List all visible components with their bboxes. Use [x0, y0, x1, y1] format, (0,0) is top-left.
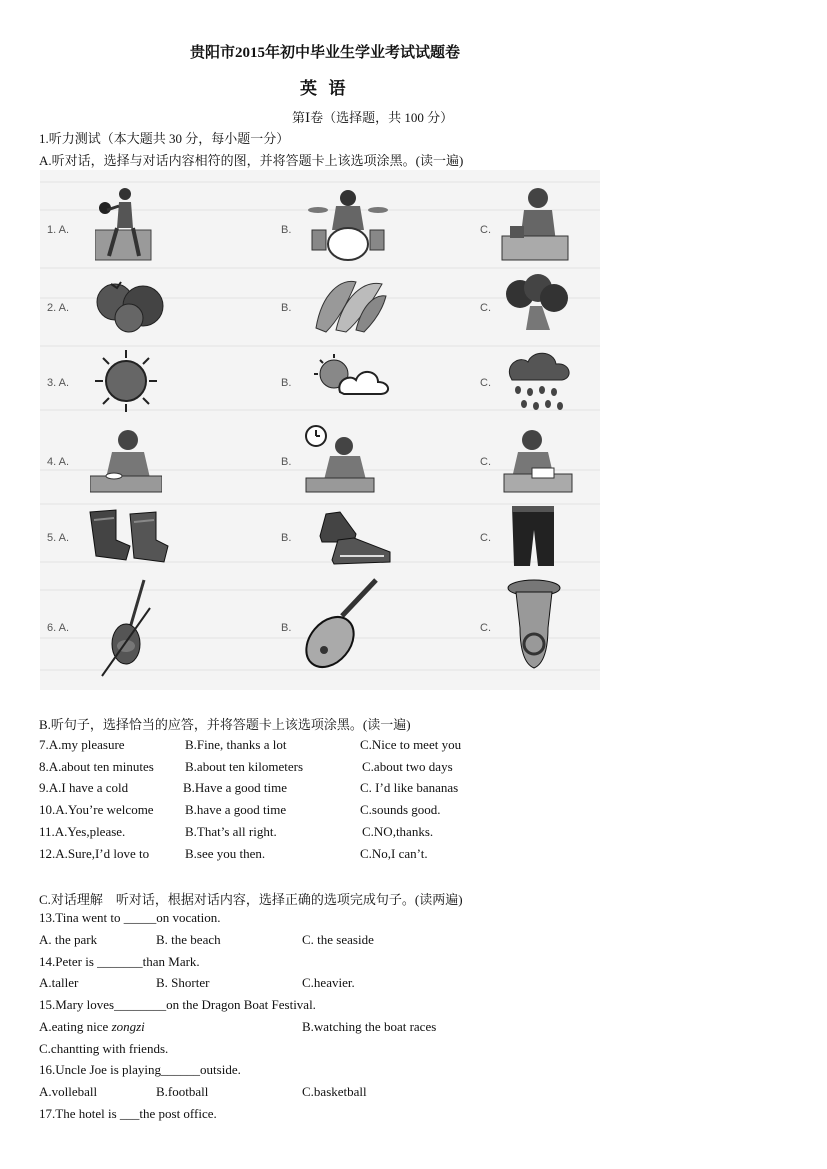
- q7-option-b: B.Fine, thanks a lot: [185, 737, 287, 752]
- q8-option-b: B.about ten kilometers: [185, 759, 304, 774]
- row-3-a-label: 3. A.: [47, 377, 70, 389]
- row-2-b-label: B.: [281, 302, 292, 314]
- q8-option-a: 8.A.about ten minutes: [39, 759, 154, 774]
- q14-option-b: B. Shorter: [156, 975, 210, 990]
- q13-option-b: B. the beach: [156, 932, 221, 947]
- row-6-a-label: 6. A.: [47, 622, 70, 634]
- row-4-c-label: C.: [480, 456, 491, 468]
- tuba-icon: [504, 578, 564, 674]
- q16-option-c: C.basketball: [302, 1084, 367, 1099]
- row-4-a-label: 4. A.: [47, 456, 70, 468]
- sneakers-icon: [318, 506, 394, 566]
- q15-stem: 15.Mary loves________on the Dragon Boat Festival.: [39, 997, 316, 1012]
- q10-option-c: C.sounds good.: [360, 802, 441, 817]
- row-3-b-label: B.: [281, 377, 292, 389]
- part-heading: 第Ⅰ卷（选择题，共 100 分）: [292, 110, 454, 125]
- row-5-a-label: 5. A.: [47, 532, 70, 544]
- subject-title: 英 语: [300, 79, 347, 98]
- q13-option-a: A. the park: [39, 932, 98, 947]
- pipa-icon: [300, 576, 384, 672]
- cabbage-icon: [312, 272, 388, 334]
- q14-option-c: C.heavier.: [302, 975, 355, 990]
- q12-option-b: B.see you then.: [185, 846, 266, 861]
- row-2-a-label: 2. A.: [47, 302, 70, 314]
- q8-option-c: C.about two days: [362, 759, 453, 774]
- socks-icon: [86, 506, 170, 568]
- row-1-a-label: 1. A.: [47, 224, 70, 236]
- part-a-instruction: A.听对话，选择与对话内容相符的图，并将答题卡上该选项涂黑。(读一遍): [39, 153, 464, 168]
- row-5-b-label: B.: [281, 532, 292, 544]
- part-b-instruction: B.听句子，选择恰当的应答，并将答题卡上该选项涂黑。(读一遍): [39, 717, 411, 732]
- drummer-icon: [308, 186, 388, 262]
- exam-title: 贵阳市2015年初中毕业生学业考试试题卷: [190, 45, 461, 61]
- q14-option-a: A.taller: [39, 975, 79, 990]
- q15-option-a-text: A.eating nice: [39, 1019, 112, 1034]
- q15-option-c: C.chantting with friends.: [39, 1041, 169, 1056]
- q12-option-c: C.No,I can’t.: [360, 846, 428, 861]
- q17-stem: 17.The hotel is ___the post office.: [39, 1106, 217, 1121]
- q11-option-b: B.That’s all right.: [185, 824, 277, 839]
- q12-option-a: 12.A.Sure,I’d love to: [39, 846, 150, 861]
- rain-cloud-icon: [502, 348, 574, 414]
- q9-option-a: 9.A.I have a cold: [39, 780, 129, 795]
- tomatoes-icon: [93, 272, 167, 334]
- q13-stem: 13.Tina went to _____on vocation.: [39, 910, 221, 925]
- table-tennis-player-icon: [95, 186, 155, 262]
- broccoli-icon: [500, 272, 572, 334]
- q10-option-a: 10.A.You’re welcome: [39, 802, 154, 817]
- boy-cooking-icon: [500, 186, 570, 262]
- sun-icon: [91, 348, 161, 414]
- man-eating-icon: [90, 428, 162, 494]
- q13-option-c: C. the seaside: [302, 932, 374, 947]
- man-reading-icon: [502, 428, 574, 494]
- q10-option-b: B.have a good time: [185, 802, 287, 817]
- q7-option-c: C.Nice to meet you: [360, 737, 462, 752]
- row-6-c-label: C.: [480, 622, 491, 634]
- row-4-b-label: B.: [281, 456, 292, 468]
- part-c-instruction: C.对话理解 听对话，根据对话内容，选择正确的选项完成句子。(读两遍): [39, 892, 463, 907]
- row-6-b-label: B.: [281, 622, 292, 634]
- row-3-c-label: C.: [480, 377, 491, 389]
- q15-option-a-italic: zongzi: [111, 1019, 145, 1034]
- row-1-b-label: B.: [281, 224, 292, 236]
- q16-option-a: A.volleball: [39, 1084, 98, 1099]
- q9-option-b: B.Have a good time: [183, 780, 287, 795]
- q9-option-c: C. I’d like bananas: [360, 780, 459, 795]
- section-heading: 1.听力测试（本大题共 30 分，每小题一分）: [39, 131, 290, 146]
- row-1-c-label: C.: [480, 224, 491, 236]
- row-2-c-label: C.: [480, 302, 491, 314]
- q11-option-a: 11.A.Yes,please.: [39, 824, 126, 839]
- sun-behind-cloud-icon: [300, 352, 394, 398]
- q15-option-a: [39, 1019, 145, 1035]
- q7-option-a: 7.A.my pleasure: [39, 737, 125, 752]
- q14-stem: 14.Peter is _______than Mark.: [39, 954, 200, 969]
- q16-option-b: B.football: [156, 1084, 209, 1099]
- q16-stem: 16.Uncle Joe is playing______outside.: [39, 1062, 241, 1077]
- row-5-c-label: C.: [480, 532, 491, 544]
- q11-option-c: C.NO,thanks.: [362, 824, 434, 839]
- shorts-icon: [508, 504, 558, 568]
- man-at-clock-icon: [304, 424, 376, 494]
- q15-option-b: B.watching the boat races: [302, 1019, 437, 1034]
- violin-icon: [100, 578, 156, 678]
